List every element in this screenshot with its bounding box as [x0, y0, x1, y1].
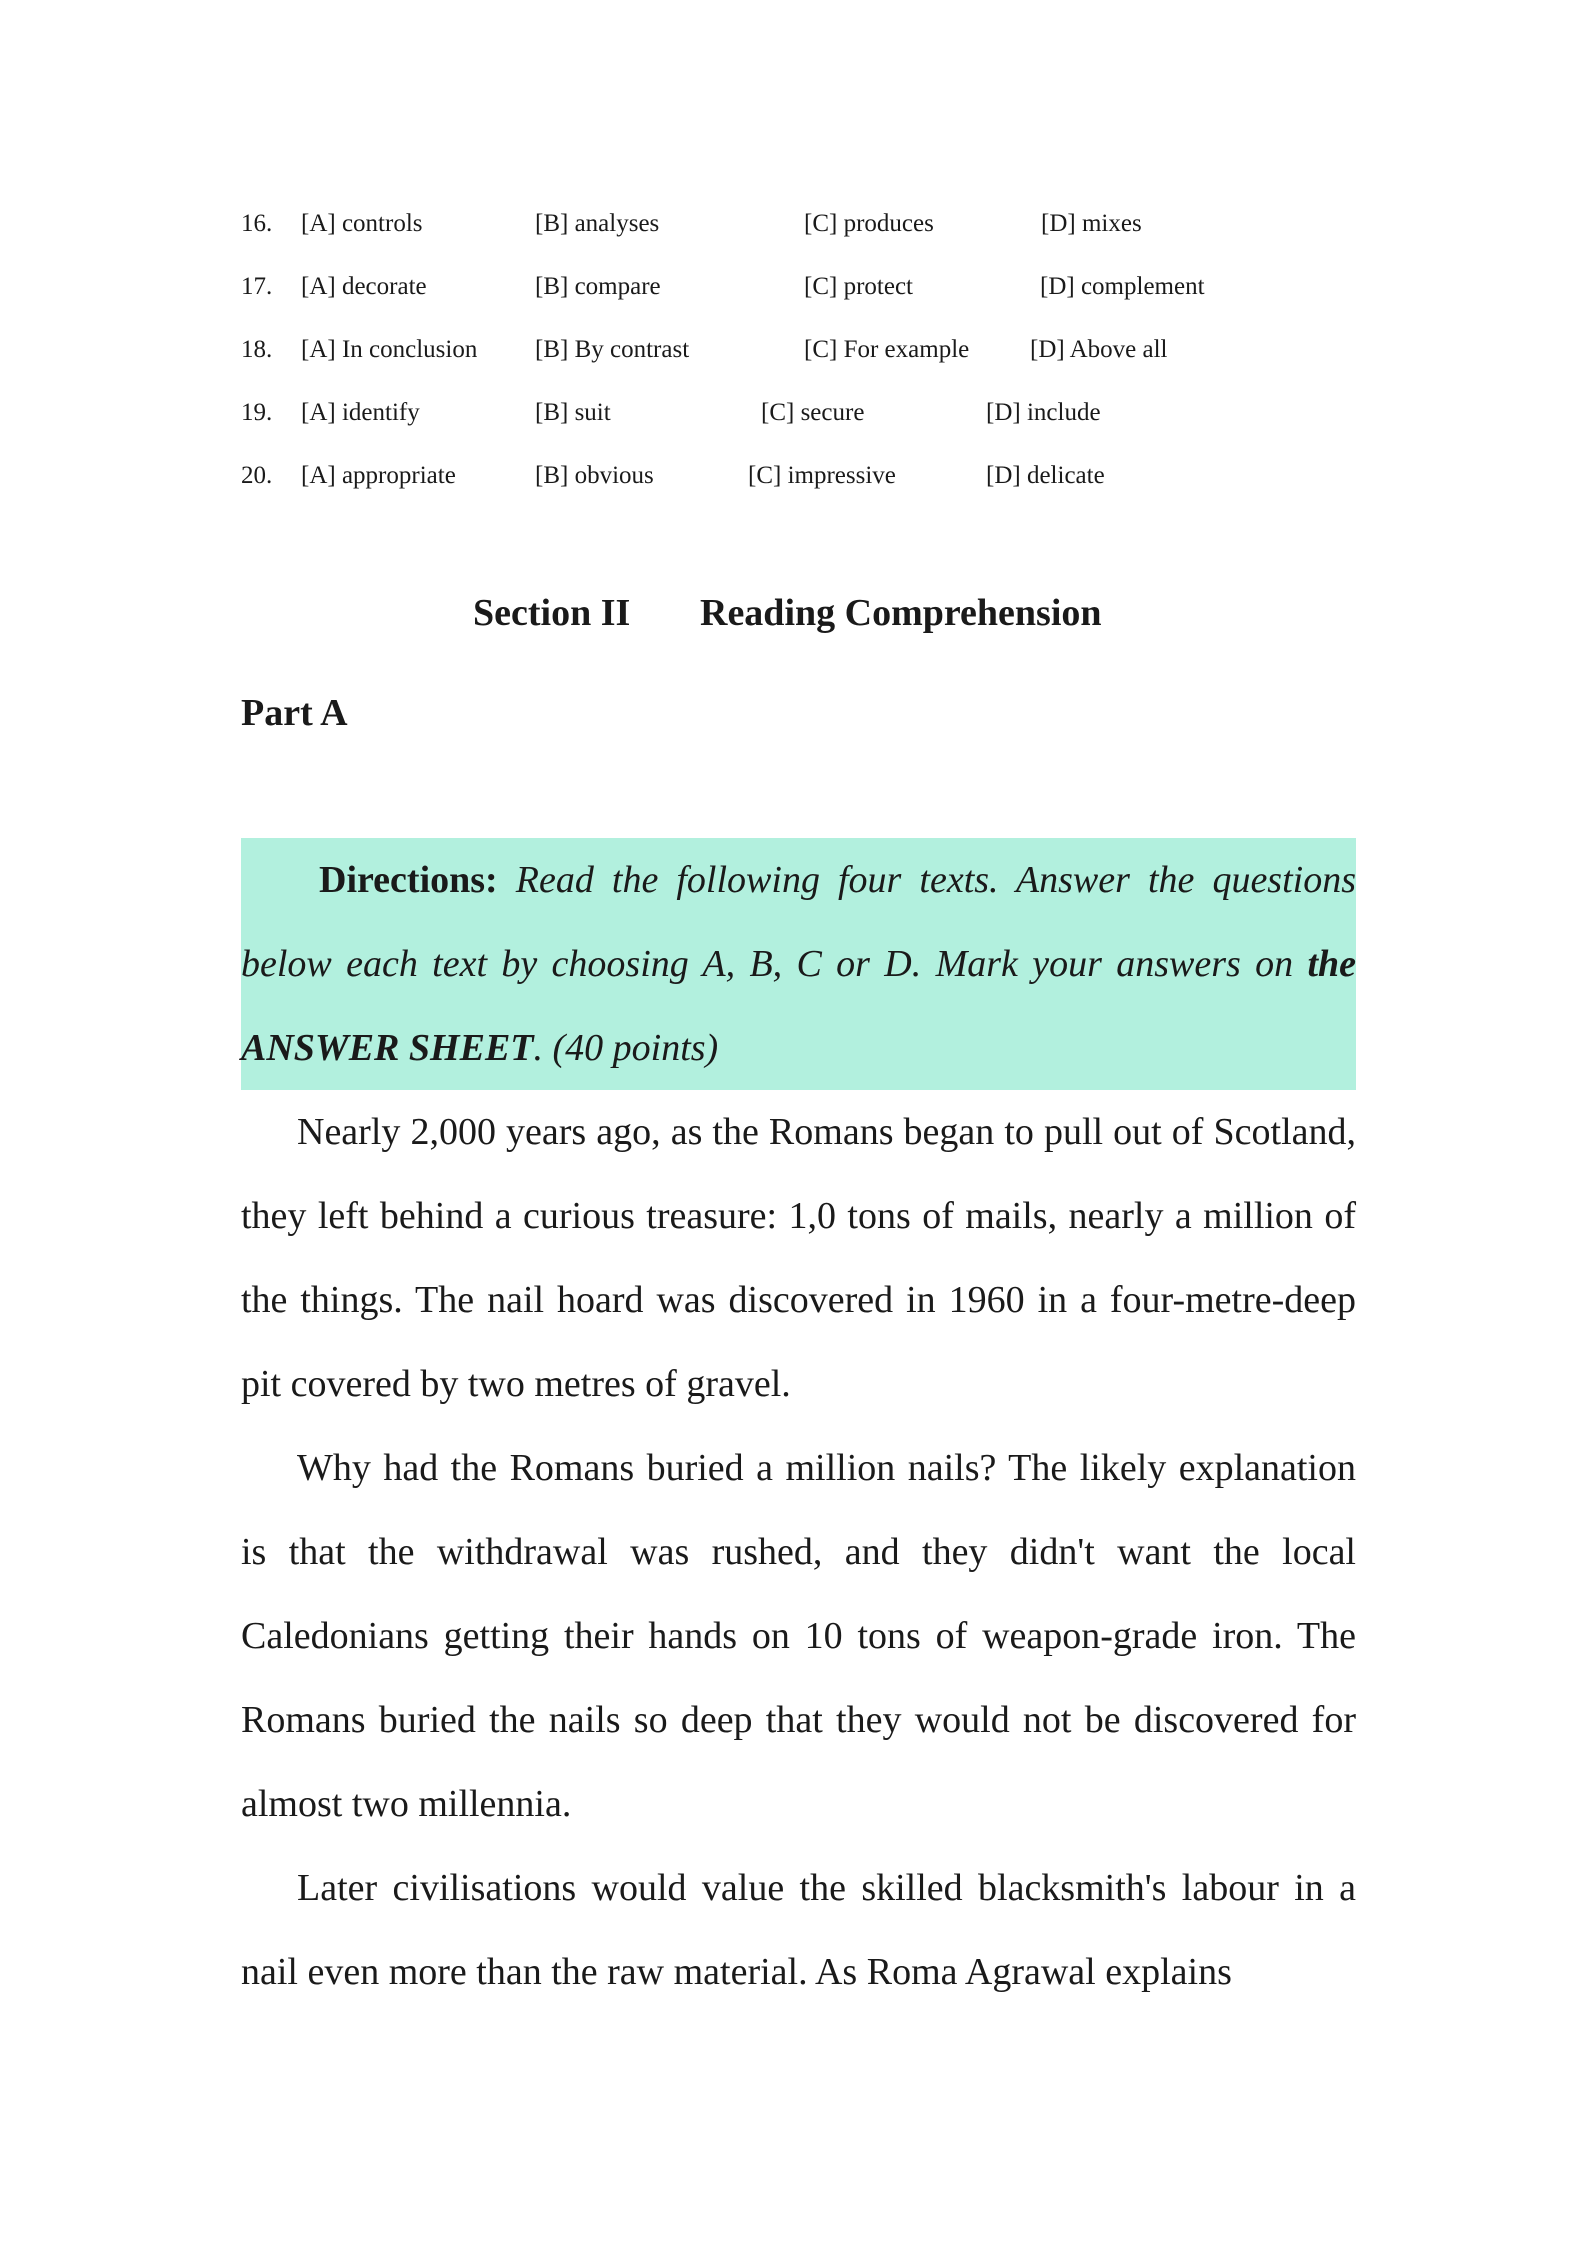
option-a: [A] decorate [301, 273, 427, 300]
option-d: [D] include [986, 399, 1101, 426]
option-b: [B] By contrast [535, 336, 690, 363]
option-b: [B] compare [535, 273, 661, 300]
option-row-19 [0, 393, 1587, 433]
directions-text [241, 838, 1356, 1090]
option-c: [C] impressive [748, 462, 896, 489]
option-c: [C] secure [761, 399, 865, 426]
option-a: [A] In conclusion [301, 336, 478, 363]
option-c: [C] produces [804, 210, 934, 237]
passage-paragraph: Why had the Romans buried a million nails? The likely explanation is that the withdrawal was rushed, and they didn't want the local Caledonians getting their hands on 10 tons of weapon-grade iron. The Romans buried the nails so deep that they would not be discovered for almost two millennia. [241, 1447, 1356, 1825]
option-row-16 [0, 204, 1587, 244]
option-b: [B] obvious [535, 462, 654, 489]
question-number: 17. [241, 273, 273, 300]
directions-end: . (40 points) [533, 1027, 719, 1069]
passage-paragraph: Nearly 2,000 years ago, as the Romans began to pull out of Scotland, they left behind a curious treasure: 1,0 tons of mails, nearly a million of the things. The nail hoard was discovered in 1960 in a four-metre-deep pit covered by two metres of gravel. [241, 1111, 1356, 1405]
option-d: [D] mixes [1041, 210, 1142, 237]
part-heading: Part A [241, 692, 348, 734]
option-b: [B] suit [535, 399, 611, 426]
reading-passage [241, 1090, 1356, 2014]
option-c: [C] protect [804, 273, 913, 300]
option-b: [B] analyses [535, 210, 660, 237]
question-number: 20. [241, 462, 273, 489]
section-heading [0, 588, 1587, 638]
option-row-20 [0, 456, 1587, 496]
option-a: [A] appropriate [301, 462, 456, 489]
option-c: [C] For example [804, 336, 970, 363]
passage-paragraph: Later civilisations would value the skilled blacksmith's labour in a nail even more than the raw material. As Roma Agrawal explains [241, 1867, 1356, 1993]
section-name: Reading Comprehension [700, 592, 1102, 634]
option-row-18 [0, 330, 1587, 370]
directions-label: Directions: [319, 859, 498, 901]
question-number: 19. [241, 399, 273, 426]
option-d: [D] complement [1040, 273, 1205, 300]
section-number: Section II [473, 592, 631, 634]
option-d: [D] delicate [986, 462, 1105, 489]
question-number: 16. [241, 210, 273, 237]
option-row-17 [0, 267, 1587, 307]
option-a: [A] identify [301, 399, 420, 426]
directions-body: Read the following four texts. Answer the questions below each text by choosing A, B, C or D. Mark your answers on [241, 859, 1356, 985]
answer-sheet-emphasis: the ANSWER SHEET [241, 943, 1356, 1069]
option-d: [D] Above all [1030, 336, 1168, 363]
question-number: 18. [241, 336, 273, 363]
option-a: [A] controls [301, 210, 423, 237]
